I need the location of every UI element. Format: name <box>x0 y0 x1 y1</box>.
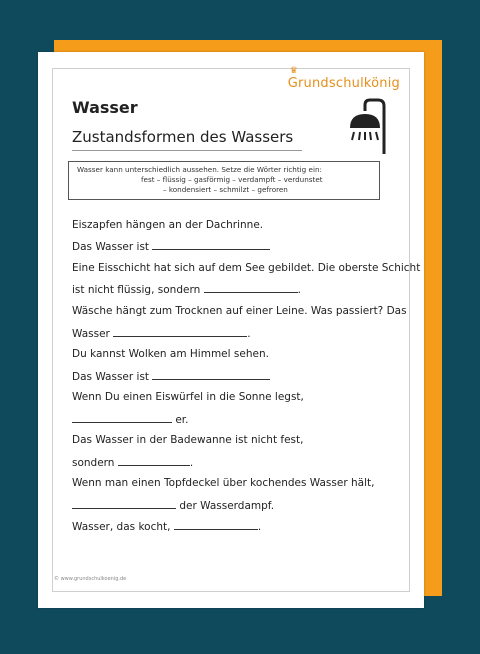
line-text: ist nicht flüssig, sondern <box>72 284 201 296</box>
exercise-line <box>72 327 251 340</box>
line-text-end: . <box>247 328 251 340</box>
exercise-line <box>72 520 261 533</box>
answer-blank[interactable] <box>152 240 270 250</box>
exercise-line <box>72 283 301 296</box>
crown-icon: ♛ <box>289 66 298 76</box>
word-bank-box <box>68 161 380 200</box>
instruction-text: Wasser kann unterschiedlich aussehen. Setze die Wörter richtig ein: <box>77 165 322 174</box>
brand-logo <box>287 66 400 91</box>
line-text: Wasser, das kocht, <box>72 521 171 533</box>
page-title: Wasser <box>72 98 138 117</box>
line-text: Eine Eisschicht hat sich auf dem See gebildet. Die oberste Schicht <box>72 262 421 274</box>
exercise-line <box>72 413 189 426</box>
line-text: Wenn Du einen Eiswürfel in die Sonne legst, <box>72 391 304 403</box>
page-subtitle: Zustandsformen des Wassers <box>72 128 294 146</box>
line-text: Wasser <box>72 328 110 340</box>
exercise-line <box>72 305 407 317</box>
line-text-end: . <box>297 284 301 296</box>
line-text: Das Wasser in der Badewanne ist nicht fest, <box>72 434 304 446</box>
shower-icon <box>340 98 390 154</box>
answer-blank[interactable] <box>152 370 270 380</box>
answer-blank[interactable] <box>72 499 176 509</box>
answer-blank[interactable] <box>113 327 247 337</box>
answer-blank[interactable] <box>72 413 172 423</box>
brand-name: Grundschulkönig <box>287 76 400 91</box>
line-text-end: er. <box>175 414 189 426</box>
exercise-line <box>72 219 263 231</box>
line-text: Wenn man einen Topfdeckel über kochendes Wasser hält, <box>72 477 375 489</box>
exercise-line <box>72 434 304 446</box>
word-list-line-1: fest – flüssig – gasförmig – verdampft – verdunstet <box>141 175 323 184</box>
line-text: Eiszapfen hängen an der Dachrinne. <box>72 219 264 231</box>
line-text: sondern <box>72 457 115 469</box>
line-text-end: . <box>189 457 194 469</box>
line-text-end: . <box>257 521 262 533</box>
answer-blank[interactable] <box>118 456 190 466</box>
exercise-line <box>72 240 270 253</box>
exercise-line <box>72 370 270 383</box>
exercise-line <box>72 391 304 403</box>
exercise-line <box>72 456 193 469</box>
line-text: Das Wasser ist <box>72 241 150 253</box>
line-text: Wäsche hängt zum Trocknen auf einer Leine. Was passiert? Das <box>72 305 407 317</box>
answer-blank[interactable] <box>174 520 258 530</box>
exercise-line <box>72 262 420 274</box>
line-text-end: der Wasserdampf. <box>179 500 275 512</box>
exercise-line <box>72 499 274 512</box>
line-text: Das Wasser ist <box>72 371 150 383</box>
line-text: Du kannst Wolken am Himmel sehen. <box>72 348 269 360</box>
copyright-footer: © www.grundschulkoenig.de <box>54 576 127 582</box>
title-divider <box>72 150 302 151</box>
worksheet-page <box>38 52 424 608</box>
word-list-line-2: – kondensiert – schmilzt – gefroren <box>163 185 288 194</box>
answer-blank[interactable] <box>204 283 298 293</box>
exercise-line <box>72 348 269 360</box>
exercise-line <box>72 477 374 489</box>
